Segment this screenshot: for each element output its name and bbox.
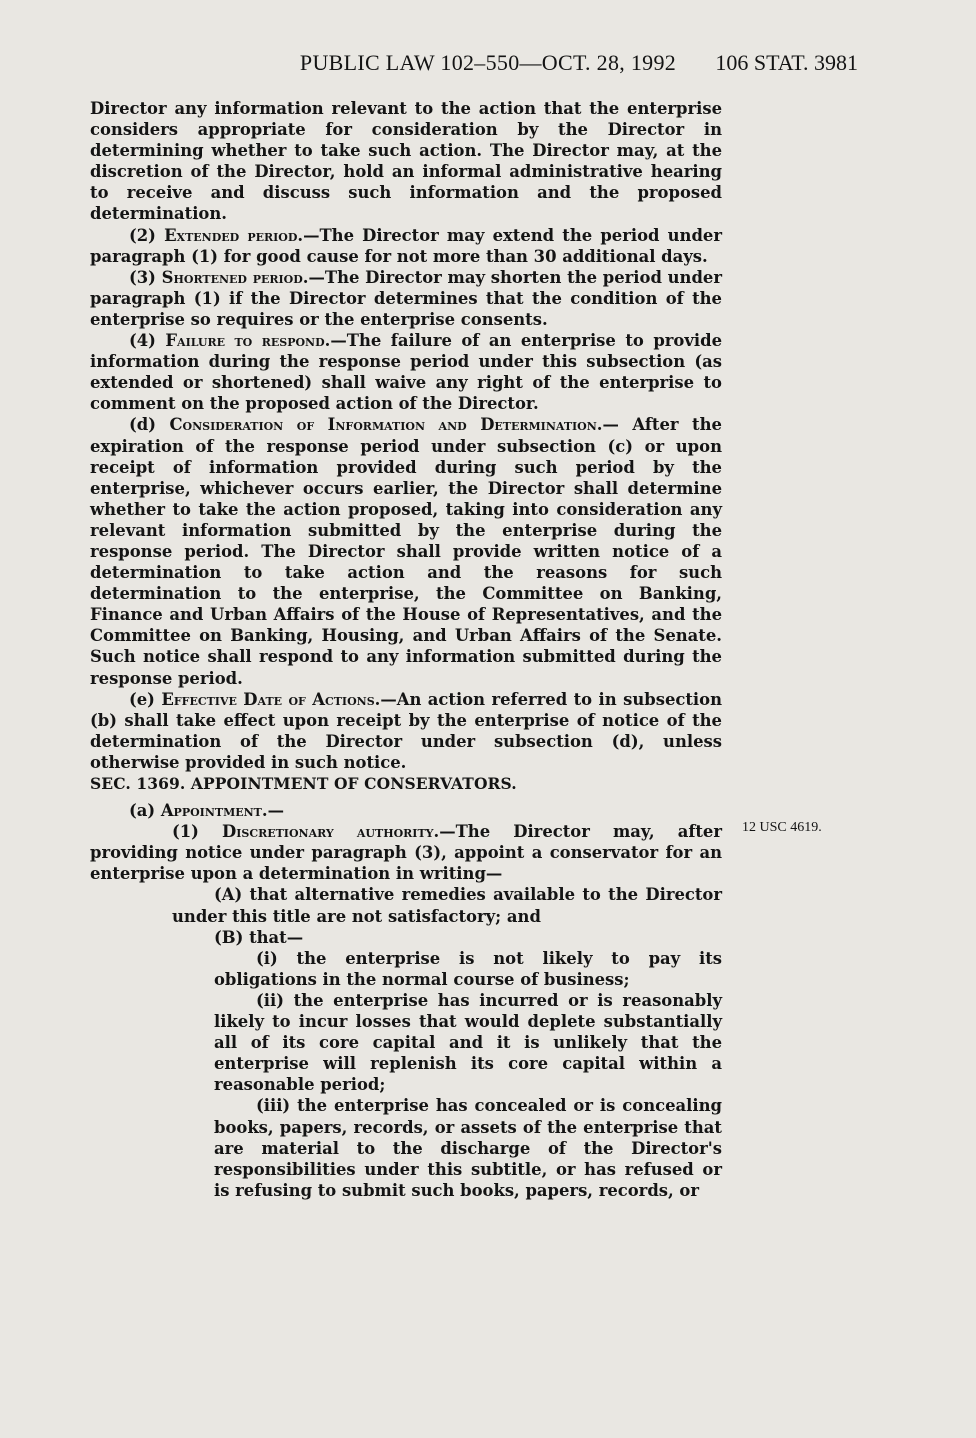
paragraph-continuation: Director any information relevant to the action that the enterprise considers appropriate for consideration by the Director in determining whether to take such action. The Director may, at the discretion of the Director, hold an informal administrative hearing to receive and discuss such information and the proposed determination.: [90, 99, 722, 224]
paragraph-4: [90, 330, 722, 414]
para-heading: Consideration of Information and Determination.: [169, 415, 603, 435]
para-number: (4): [129, 331, 166, 351]
para-text: — After the expiration of the response period under subsection (c) or upon receipt of information provided during such period by the enterprise, whichever occurs earlier, the Director shall determine whether to take the action proposed, taking into consideration any relevant information submitted by the enterprise during the response period. The Director shall provide written notice of a determination to take action and the reasons for such determination to the enterprise, the Committee on Banking, Finance and Urban Affairs of the House of Representatives, and the Committee on Banking, Housing, and Urban Affairs of the Senate. Such notice shall respond to any information submitted during the response period.: [90, 415, 722, 688]
para-text: —An action referred to in subsection (b) shall take effect upon receipt by the enterprise of notice of the determination of the Director under subsection (d), unless otherwise provided in such notice.: [90, 689, 722, 772]
para-text: —The Director may, after providing notice under paragraph (3), appoint a conservator for an enterprise upon a determination in writing—: [90, 822, 722, 884]
subsection-e: [90, 689, 722, 773]
clause-ii: (ii) the enterprise has incurred or is reasonably likely to incur losses that would deplete substantially all of its core capital and it is unlikely that the enterprise will replenish its core capital within a reasonable period;: [214, 990, 722, 1095]
subparagraph-B: (B) that—: [214, 927, 304, 947]
paragraph-3: [90, 267, 722, 330]
body-text: [90, 98, 722, 1201]
para-heading: Appointment.: [160, 801, 268, 821]
para-number: (e): [129, 689, 162, 709]
subsection-a: [90, 800, 722, 821]
subparagraph-A: (A) that alternative remedies available to the Director under this title are not satisfactory; and: [172, 885, 722, 926]
para-number: (1): [172, 822, 223, 842]
para-heading: Effective Date of Actions.: [161, 689, 381, 709]
margin-citation: 12 USC 4619.: [742, 820, 822, 835]
para-heading: Failure to respond.: [165, 331, 331, 351]
para-text: —The failure of an enterprise to provide information during the response period under this subsection (as extended or shortened) shall waive any right of the enterprise to comment on the proposed action of the Director.: [90, 331, 722, 414]
clause-i: (i) the enterprise is not likely to pay its obligations in the normal course of business;: [214, 948, 722, 989]
para-text: —: [267, 801, 284, 821]
para-heading: Shortened period.: [161, 267, 309, 287]
clause-iii: (iii) the enterprise has concealed or is concealing books, papers, records, or assets of the enterprise that are material to the discharge of the Director's responsibilities under this subtitle, or has refused or is refusing to submit such books, papers, records, or: [214, 1096, 722, 1200]
paragraph-a-1: [90, 821, 722, 884]
page-header-stat: 106 STAT. 3981: [715, 50, 858, 75]
para-number: (2): [129, 225, 165, 245]
paragraph-2: [90, 225, 722, 267]
para-number: (d): [129, 415, 170, 435]
para-text: —The Director may shorten the period under paragraph (1) if the Director determines that the condition of the enterprise so requires or the enterprise consents.: [90, 267, 722, 329]
section-heading: SEC. 1369. APPOINTMENT OF CONSERVATORS.: [90, 774, 517, 793]
para-number: (3): [129, 267, 162, 287]
subsection-d: [90, 414, 722, 688]
page-header-title: PUBLIC LAW 102–550—OCT. 28, 1992: [299, 50, 677, 75]
para-text: —The Director may extend the period under paragraph (1) for good cause for not more than 30 additional days.: [90, 225, 722, 266]
para-heading: Extended period.: [164, 225, 304, 245]
para-number: (a): [129, 801, 161, 821]
para-heading: Discretionary authority.: [222, 822, 440, 842]
